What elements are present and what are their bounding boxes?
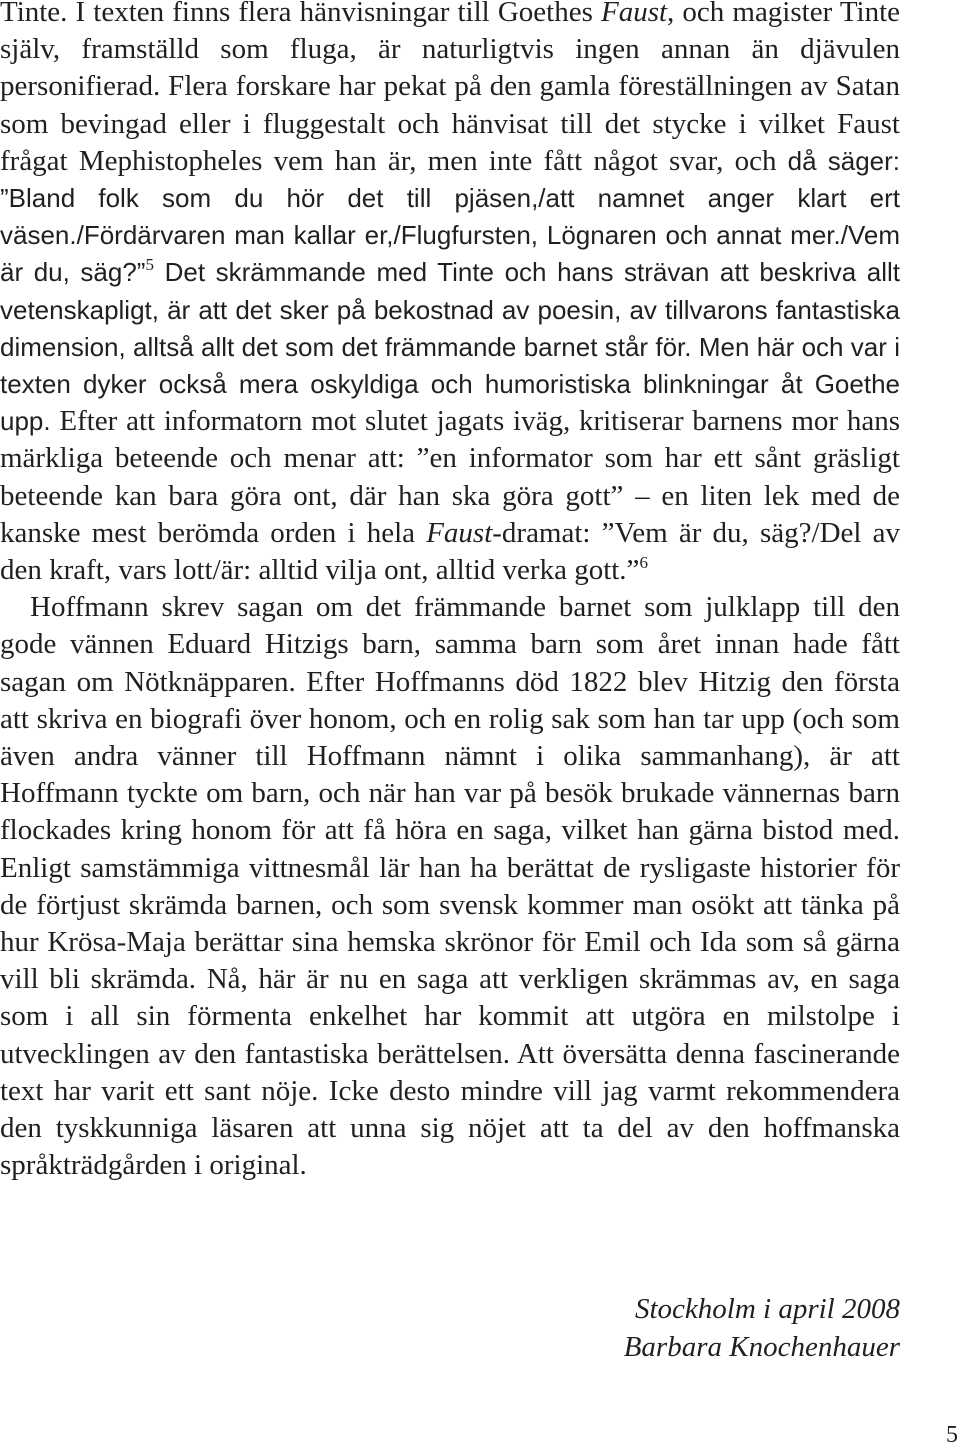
author-name: Barbara Knochenhauer [623, 1331, 900, 1363]
italic-title-faust: Faust [600, 0, 668, 28]
signature-block [624, 1290, 900, 1366]
text-run-sans: Men här och var i texten dyker också mera oskyldiga och humoristiska blinkningar åt Goethe upp. [0, 331, 901, 437]
text-run [154, 256, 165, 288]
place-date: Stockholm i april 2008 [634, 1293, 900, 1325]
italic-title-faust: Faust [426, 516, 493, 549]
paragraph-1 [0, 0, 900, 589]
footnote-ref-5: 5 [145, 255, 154, 275]
quotation-faust: då säger: ”Bland folk som du hör det till pjäsen,/att namnet anger klart ert väsen./Fördärvaren man kallar er,/Flugfursten, Lögnaren och annat mer./Vem är du, säg?” [0, 145, 901, 288]
text-run: -dramat: ”Vem är du, säg?/Del av den kraft, vars lott/är: alltid vilja ont, alltid verka gott.” [0, 516, 900, 587]
page-number: 5 [946, 1422, 958, 1448]
paragraph-2: Hoffmann skrev sagan om det främmande barnet som julklapp till den gode vännen Eduard Hitzigs barn, samma barn som året innan hade fått sagan om Nötknäpparen. Efter Hoffmanns död 1822 blev Hitzig den första att skriva en biografi över honom, och en rolig sak som han tar upp (och som även andra vänner till Hoffmann nämnt i olika sammanhang), är att Hoffmann tyckte om barn, och när han var på besök brukade vännernas barn flockades kring honom för att få höra en saga, vilket han gärna bistod med. Enligt samstämmiga vittnesmål lär han ha berättat de rysligaste historier för de förtjust skrämda barnen, och som svensk kommer man osökt att tänka på hur Krösa-Maja berättar sina hemska skrönor för Emil och Ida som så gärna vill bli skrämda. Nå, här är nu en saga att verkligen skrämmas av, en saga som i all sin förmenta enkelhet har kommit att utgöra en milstolpe i utvecklingen av den fantastiska berättelsen. Att översätta denna fascinerande text har varit ett sant nöje. Icke desto mindre vill jag varmt rekommendera den tyskkunniga läsaren att unna sig nöjet att ta del av den hoffmanska språkträdgården i original. [0, 591, 900, 1182]
text-run-sans: Det skrämmande med Tinte och hans strävan att beskriva allt vetenskapligt, är att det sker på bekostnad av poesin, av tillvarons fantastiska dimension, alltså allt det som det främmande barnet står för. [0, 257, 901, 362]
text-run: Tinte. I texten finns flera hänvisningar till Goethes [0, 0, 601, 28]
footnote-ref-6: 6 [639, 553, 648, 573]
text-run: Efter att informatorn mot slutet jagats iväg, kritiserar barnens mor hans märkliga beteende och menar att: ”en informator som har ett sånt gräsligt beteende kan bara göra ont, där han ska göra gott” – en liten lek med de kanske mest berömda orden i hela [0, 405, 900, 549]
text-run: , och magister Tinte själv, framställd som fluga, är naturligtvis ingen annan än djävulen personifierad. Flera forskare har pekat på den gamla föreställningen av Satan som bevingad eller i fluggestalt och hänvisat till det stycke i vilket Faust frågat Mephistopheles vem han är, men inte fått något svar, och [0, 0, 901, 177]
